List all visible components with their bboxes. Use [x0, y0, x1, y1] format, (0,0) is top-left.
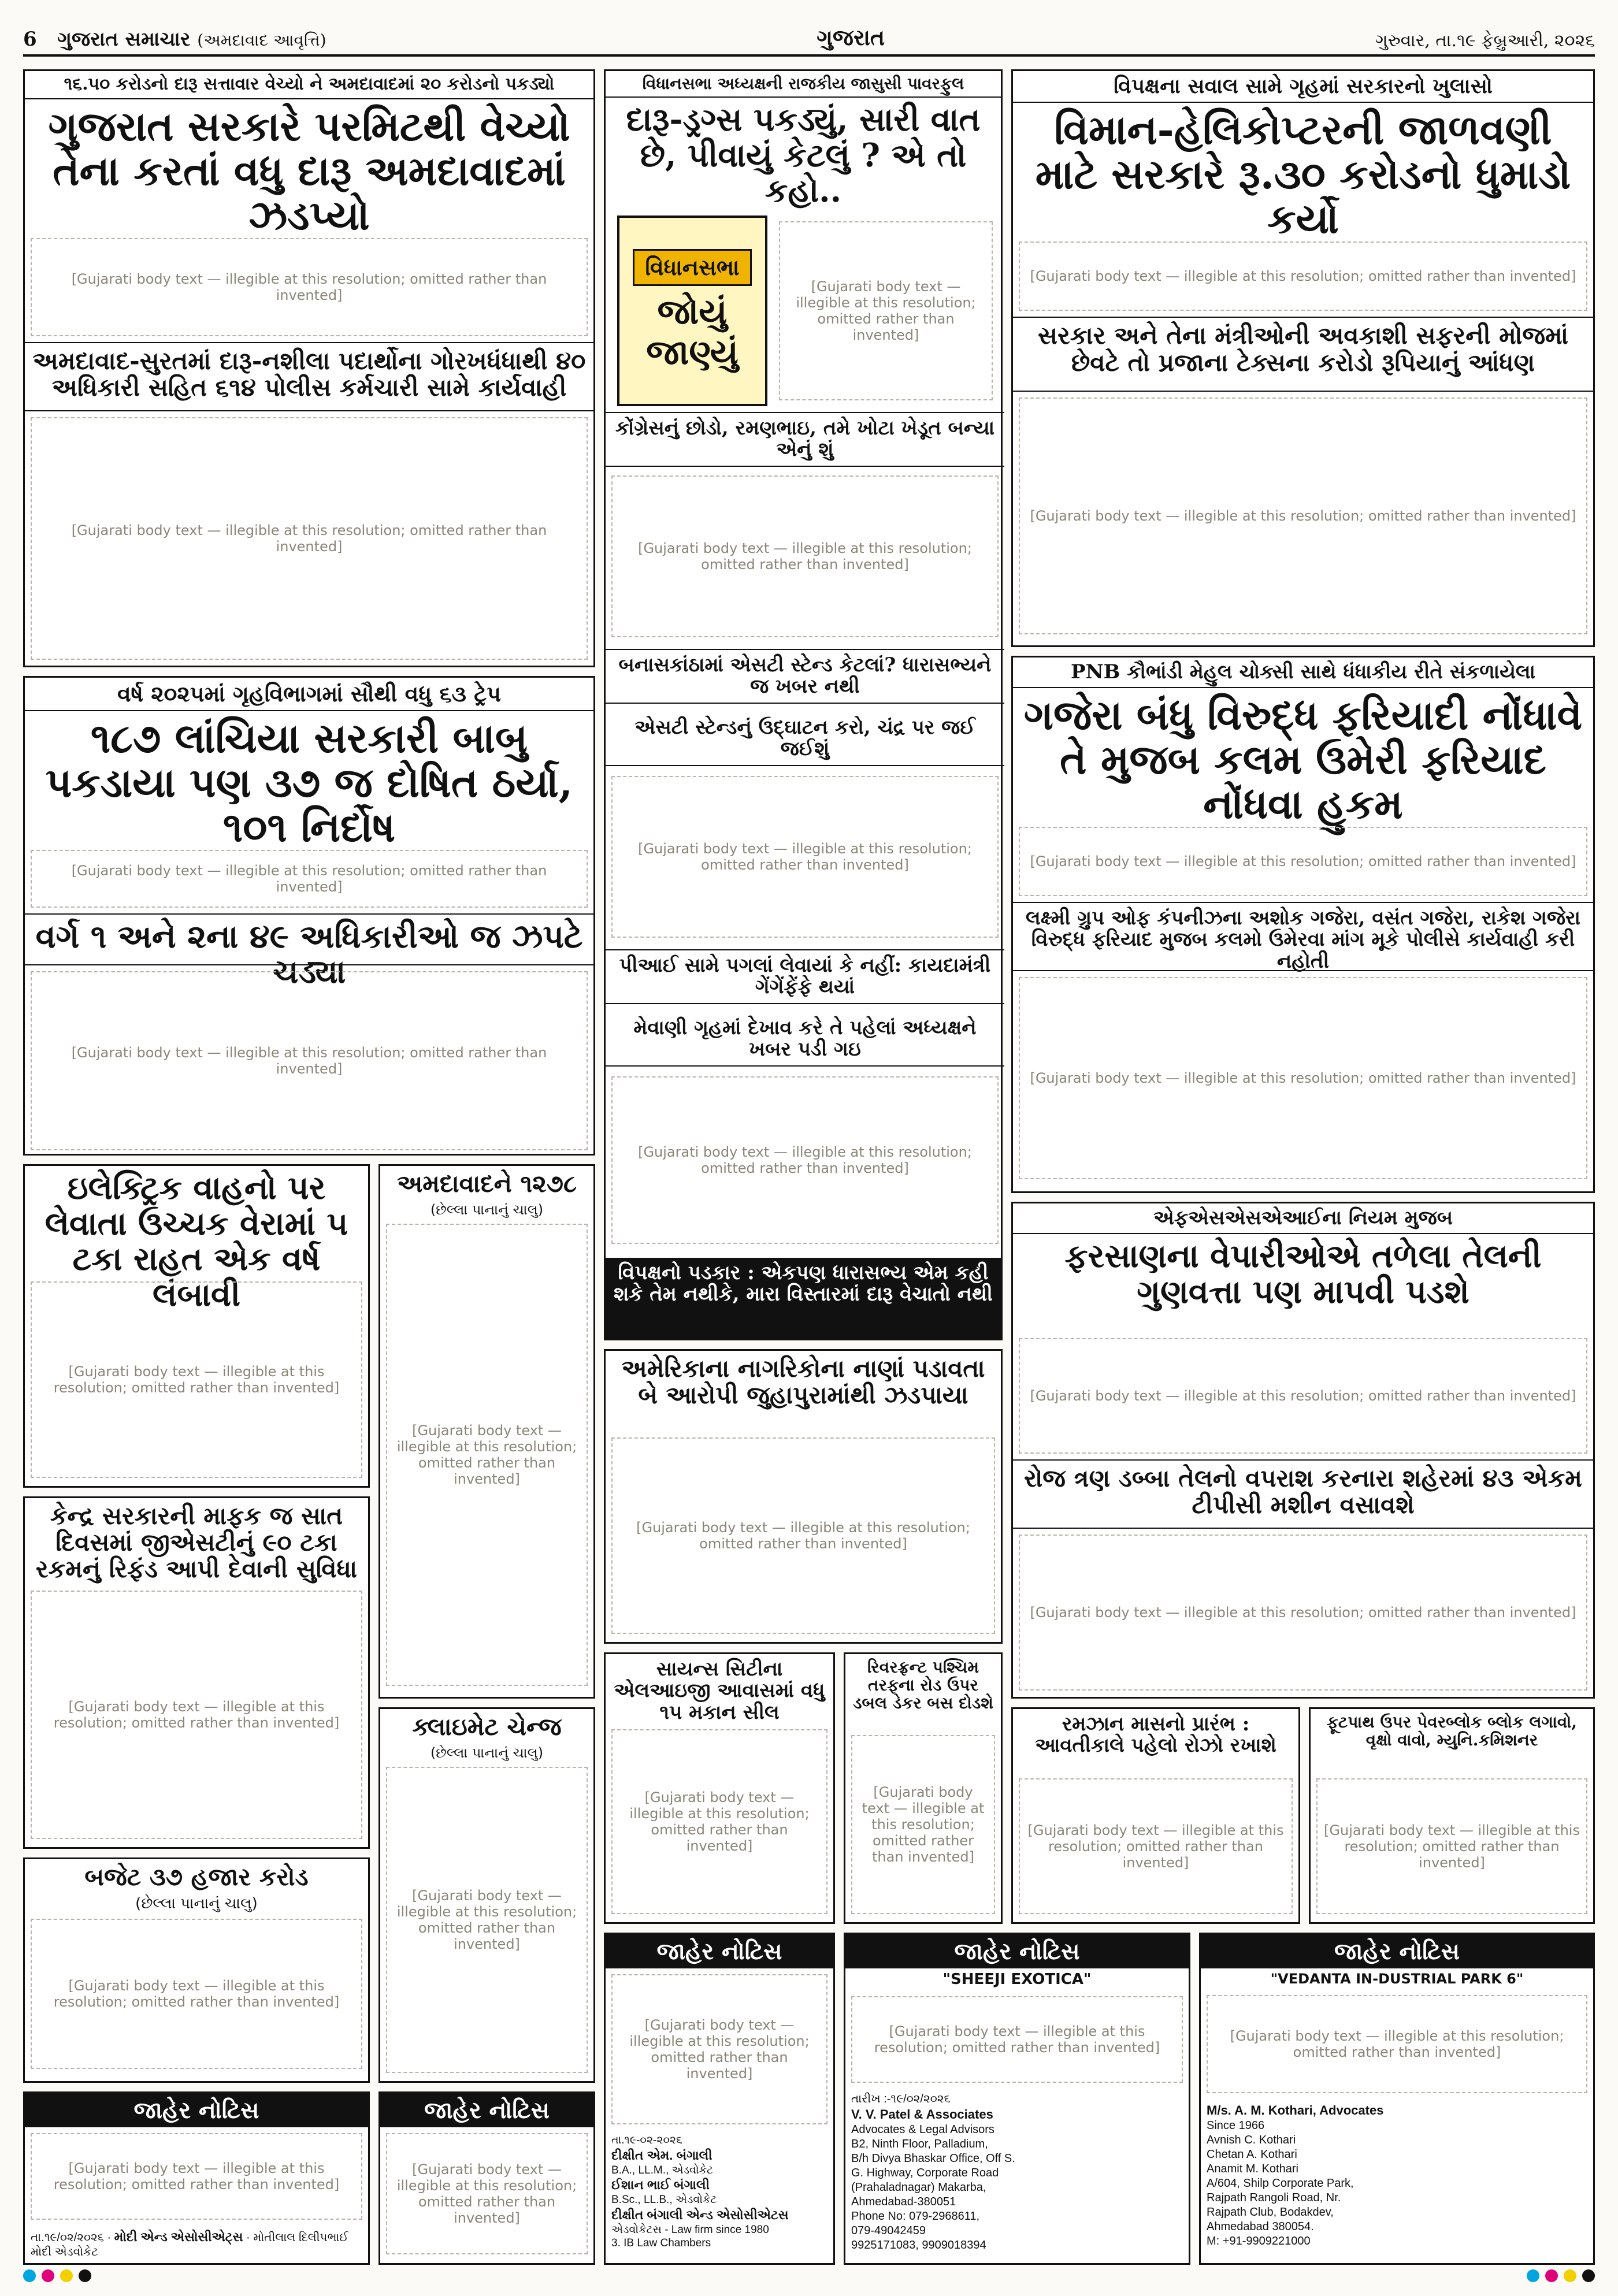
story-headline: ફરસાણના વેપારીઓએ તળેલા તેલની ગુણવત્તા પણ માપવી પડશે: [1064, 1237, 1542, 1311]
story-kicker: વર્ષ ૨૦૨૫માં ગૃહવિભાગમાં સૌથી વધુ ૬૩ ટ્રેપ: [25, 678, 593, 711]
story-body: [25, 965, 593, 1156]
logo-middle: જોયું: [657, 292, 728, 332]
notice-project: "VEDANTA IN-DUSTRIAL PARK 6": [1270, 1971, 1524, 1987]
logo-bottom: જાણ્યું: [646, 332, 739, 373]
notice-firm: દીક્ષીત બંગાલી એન્ડ એસોસીએટસ: [611, 2207, 789, 2222]
story-kicker: વિપક્ષના સવાલ સામે ગૃહમાં સરકારનો ખુલાસો: [1013, 71, 1593, 103]
story-body: [845, 1729, 1001, 1920]
black-dot: [79, 2269, 91, 2282]
continuation-note: (છેલ્લા પાનાનું ચાલુ): [430, 1202, 544, 1218]
story-body: [1013, 236, 1593, 317]
notice-advocate-1: દીક્ષીત એમ. બંગાલી: [611, 2148, 712, 2163]
body-text-gap: [Gujarati body text — illegible at this resolution; omitted rather than invented]: [386, 1224, 588, 1686]
story-footer-line: વિપક્ષનો પડકાર : એકપણ ધારાસભ્ય એમ કહી શકે તેમ નથીકે, મારા વિસ્તારમાં દારૂ વેચાતો નથી: [606, 1258, 1001, 1339]
body-text-gap: [Gujarati body text — illegible at this resolution; omitted rather than invented]: [1019, 827, 1587, 896]
yellow-dot: [60, 2269, 73, 2282]
story-subhead-4: પીઆઈ સામે પગલાં લેવાયાં કે નહીં: કાયદામંત્રી ગેંગેંફેંફે થયાં: [606, 949, 1004, 1004]
masthead: [23, 23, 1595, 57]
notice-address-4: (Prahaladnagar) Makarba,: [851, 2181, 986, 2194]
paper-name: ગુજરાત સમાચાર: [57, 28, 191, 51]
notice-phone: Phone No: 079-2968611,: [851, 2210, 980, 2223]
story-body: [25, 1913, 368, 2075]
story-body: [1013, 1332, 1593, 1459]
story-body: [25, 1585, 368, 1845]
notice-address-5: Ahmedabad-380051: [851, 2195, 956, 2208]
notice-address-3: G. Highway, Corporate Road: [851, 2167, 999, 2179]
edition: (અમદાવાદ આવૃત્તિ): [197, 31, 326, 50]
notice-body: [1201, 1989, 1593, 2099]
story-pnb-gajera: [1011, 656, 1595, 1193]
cyan-dot: [23, 2269, 36, 2282]
story-body: [25, 232, 593, 342]
story-subhead-3: એસટી સ્ટેન્ડનું ઉદ્ઘાટન કરો, ચંદ્ર પર જઈ જઈશું: [606, 712, 1004, 766]
body-text-gap: [Gujarati body text — illegible at this resolution; omitted rather than invented]: [1316, 1778, 1587, 1914]
story-headline: રિવરફ્રન્ટ પશ્ચિમ તરફના રોડ ઉપર ડબલ ડેકર બસ દોડશે: [853, 1658, 993, 1712]
story-body: [1013, 1773, 1298, 1920]
story-body: [1311, 1773, 1593, 1920]
public-notice-2: [378, 2091, 595, 2265]
body-text-gap: [Gujarati body text — illegible at this resolution; omitted rather than invented]: [31, 2133, 362, 2220]
public-notice-4: [844, 1933, 1190, 2265]
notice-mobile: 9925171083, 9909018394: [851, 2239, 986, 2252]
notice-signature: [1201, 2099, 1593, 2252]
section-name: ગુજરાત: [817, 24, 885, 50]
continuation-note: (છેલ્લા પાનાનું ચાલુ): [430, 1745, 544, 1762]
body-text-gap: [Gujarati body text — illegible at this resolution; omitted rather than invented]: [31, 1919, 362, 2069]
body-text-gap: [Gujarati body text — illegible at this resolution; omitted rather than invented]: [611, 1437, 995, 1634]
cyan-dot: [1527, 2269, 1539, 2282]
story-fssai: [1011, 1202, 1595, 1699]
notice-date: તા.૧૯/૦૨/૨૦૨૬: [31, 2231, 104, 2244]
notice-project: "SHEEJI EXOTICA": [942, 1971, 1092, 1988]
story-subhead-1: કોંગ્રેસનું છોડો, રમણભાઇ, તમે ખોટા ખેડૂત બન્યા એનું શું: [606, 412, 1004, 467]
notice-firm: V. V. Patel & Associates: [851, 2107, 993, 2122]
notice-partner-3: Anamit M. Kothari: [1207, 2163, 1298, 2175]
story-us-nationals: [604, 1349, 1003, 1644]
notice-degree-2: B.Sc., LL.B., એડવોકેટ: [611, 2194, 717, 2206]
story-body: [380, 1218, 593, 1692]
story-body: [1013, 392, 1593, 640]
story-headline: બજેટ ૩૭ હજાર કરોડ: [84, 1863, 309, 1891]
body-text-gap: [Gujarati body text — illegible at this resolution; omitted rather than invented]: [31, 238, 588, 336]
story-budget: [23, 1857, 370, 2083]
body-text-gap: [Gujarati body text — illegible at this resolution; omitted rather than invented]: [611, 1729, 827, 1914]
body-text-gap: [Gujarati body text — illegible at this resolution; omitted rather than invented]: [1019, 1535, 1587, 1691]
story-body: [25, 844, 593, 913]
magenta-dot: [42, 2269, 54, 2282]
notice-title: જાહેર નોટિસ: [380, 2093, 593, 2127]
story-kicker: વિધાનસભા અધ્યક્ષની રાજકીય જાસુસી પાવરફુલ: [606, 71, 1001, 98]
body-text-gap: [Gujarati body text — illegible at this resolution; omitted rather than invented]: [779, 221, 993, 400]
notice-address: 3. IB Law Chambers: [611, 2237, 711, 2250]
story-headline: દારૂ-ડ્રગ્સ પકડ્યું, સારી વાત છે, પીવાયું કેટલું ? એ તો કહો..: [626, 101, 981, 210]
story-headline: વિમાન-હેલિકોપ્ટરની જાળવણી માટે સરકારે રૂ.૩૦ કરોડનો ધુમાડો કર્યો: [1035, 106, 1571, 243]
body-text-gap: [Gujarati body text — illegible at this resolution; omitted rather than invented]: [31, 417, 588, 660]
notice-degree-1: B.A., LL.M., એડવોકેટ: [611, 2164, 714, 2176]
notice-signature: [606, 2130, 833, 2254]
notice-body: [845, 1990, 1189, 2089]
story-gst-refund: [23, 1496, 370, 1849]
notice-signature: તા.૧૯/૦૨/૨૦૨૬ · મોદી એન્ડ એસોસીએટ્સ · મોતીલાલ દિલીપભાઈ મોદી એડવોકેટ: [31, 2230, 348, 2258]
story-headline: ક્લાઇમેટ ચેન્જ: [412, 1712, 562, 1741]
story-body: [773, 216, 999, 406]
body-text-gap: [Gujarati body text — illegible at this resolution; omitted rather than invented]: [31, 850, 588, 908]
story-ramzan: [1011, 1707, 1300, 1924]
story-headline: ૧૮૭ લાંચિયા સરકારી બાબુ પકડાયા પણ ૩૭ જ દોષિત ઠર્યા, ૧૦૧ નિર્દોષ: [45, 714, 573, 851]
notice-signature: [845, 2089, 1189, 2256]
magenta-dot: [1545, 2269, 1558, 2282]
notice-title: જાહેર નોટિસ: [1201, 1934, 1593, 1968]
notice-address-2: B/h Divya Bhaskar Office, Off S.: [851, 2152, 1015, 2165]
body-text-gap: [Gujarati body text — illegible at this resolution; omitted rather than invented]: [386, 2133, 588, 2254]
notice-firm: મોદી એન્ડ એસોસીએટ્સ: [114, 2230, 243, 2244]
story-ahmedabad-1278: [378, 1164, 595, 1699]
story-footpath-trees: [1309, 1707, 1595, 1924]
notice-address-1: A/604, Shilp Corporate Park,: [1207, 2177, 1354, 2190]
story-subhead: અમદાવાદ-સુરતમાં દારૂ-નશીલા પદાર્થોના ગોરખધંધાથી ૪૦ અધિકારી સહિત ૬૧૪ પોલીસ કર્મચારી સામે કાર્યવાહી: [25, 342, 593, 411]
public-notice-5: [1199, 1933, 1595, 2265]
story-kicker: PNB કૌભાંડી મેહુલ ચોક્સી સાથે ધંધાકીય રીતે સંકળાયેલા: [1013, 657, 1593, 688]
story-body: [25, 411, 593, 666]
notice-firm-sub: Advocates & Legal Advisors: [851, 2123, 994, 2136]
body-text-gap: [Gujarati body text — illegible at this resolution; omitted rather than invented]: [1019, 1338, 1587, 1454]
story-subhead-2: બનાસકાંઠામાં એસટી સ્ટેન્ડ કેટલાં? ધારાસભ્યને જ ખબર નથી: [606, 649, 1004, 704]
story-body: [1013, 971, 1593, 1185]
public-notice-1: [23, 2091, 370, 2265]
notice-body: [606, 1968, 833, 2130]
story-subhead: રોજ ત્રણ ડબ્બા તેલનો વપરાશ કરનારા શહેરમાં ૪૩ એકમ ટીપીસી મશીન વસાવશે: [1013, 1459, 1593, 1529]
story-riverfront-road: [844, 1652, 1003, 1924]
story-headline: સાયન્સ સિટીના એલઆઇજી આવાસમાં વધુ ૧૫ મકાન સીલ: [614, 1658, 825, 1724]
notice-date: તા.૧૯-૦૨-૨૦૨૬: [611, 2134, 682, 2146]
body-text-gap: [Gujarati body text — illegible at this resolution; omitted rather than invented]: [31, 1281, 362, 1478]
story-subhead: સરકાર અને તેના મંત્રીઓની અવકાશી સફરની મોજમાં છેવટે તો પ્રજાના ટેક્સના કરોડો રૂપિયાનું આંધણ: [1013, 317, 1593, 392]
story-headline: કેન્દ્ર સરકારની માફક જ સાત દિવસમાં જીએસટીનું ૯૦ ટકા રકમનું રિફંડ આપી દેવાની સુવિધા: [35, 1502, 358, 1584]
notice-body: [380, 2127, 593, 2260]
story-kicker: એફએસએસએઆઈના નિયમ મુજબ: [1013, 1203, 1593, 1234]
registration-marks: [23, 2267, 1595, 2284]
story-body: [606, 1071, 1004, 1250]
story-ev-tax: [23, 1164, 370, 1488]
notice-mobile: M: +91-9909221000: [1207, 2235, 1311, 2247]
body-text-gap: [Gujarati body text — illegible at this resolution; omitted rather than invented]: [1019, 397, 1587, 634]
body-text-gap: [Gujarati body text — illegible at this resolution; omitted rather than invented]: [31, 971, 588, 1150]
notice-date: તારીખ :-૧૯/૦૨/૨૦૨૬: [851, 2093, 951, 2105]
continuation-note: (છેલ્લા પાનાનું ચાલુ): [135, 1895, 258, 1913]
body-text-gap: [Gujarati body text — illegible at this resolution; omitted rather than invented]: [851, 1735, 995, 1914]
story-body: [606, 1723, 833, 1920]
public-notice-3: [604, 1933, 835, 2265]
body-text-gap: [Gujarati body text — illegible at this resolution; omitted rather than invented]: [851, 1996, 1183, 2083]
body-text-gap: [Gujarati body text — illegible at this resolution; omitted rather than invented]: [31, 1591, 362, 1839]
body-text-gap: [Gujarati body text — illegible at this resolution; omitted rather than invented]: [611, 1076, 999, 1244]
story-body: [606, 770, 1004, 943]
body-text-gap: [Gujarati body text — illegible at this resolution; omitted rather than invented]: [1019, 1778, 1293, 1914]
notice-phone-2: 079-49042459: [851, 2224, 926, 2237]
notice-advocate-2: ઈશાન ભાઈ બંગાલી: [611, 2178, 710, 2193]
story-kicker: ૧૬.૫૦ કરોડનો દારૂ સત્તાવાર વેચ્યો ને અમદાવાદમાં ૨૦ કરોડનો પકડ્યો: [25, 71, 593, 99]
column-logo: [617, 216, 767, 406]
issue-date: ગુરુવાર, તા.૧૯ ફેબ્રુઆરી, ૨૦૨૬: [1375, 31, 1595, 51]
story-science-city: [604, 1652, 835, 1924]
story-body: [1013, 821, 1593, 902]
story-headline: ગુજરાત સરકારે પરમિટથી વેચ્યો તેના કરતાં વધુ દારૂ અમદાવાદમાં ઝડપ્યો: [48, 102, 570, 239]
notice-partner-2: Chetan A. Kothari: [1207, 2148, 1297, 2161]
logo-top: વિધાનસભા: [633, 249, 751, 286]
notice-title: જાહેર નોટિસ: [606, 1934, 833, 1968]
notice-since: એડવોકેટસ - Law firm since 1980: [611, 2223, 769, 2236]
story-headline: અમેરિકાના નાગરિકોના નાણાં પડાવતા બે આરોપી જુહાપુરામાંથી ઝડપાયા: [621, 1354, 985, 1410]
body-text-gap: [Gujarati body text — illegible at this resolution; omitted rather than invented]: [1019, 977, 1587, 1179]
notice-address-2: Rajpath Rangoli Road, Nr.: [1207, 2191, 1341, 2204]
story-body: [1013, 1529, 1593, 1696]
story-body: [606, 470, 1004, 643]
page-number: 6: [23, 28, 37, 51]
registration-dots-right: [1527, 2269, 1595, 2282]
notice-advocate: મોતીલાલ દિલીપભાઈ મોદી એડવોકેટ: [31, 2231, 348, 2258]
black-dot: [1582, 2269, 1595, 2282]
body-text-gap: [Gujarati body text — illegible at this resolution; omitted rather than invented]: [611, 1974, 827, 2124]
story-body: [25, 1276, 368, 1484]
notice-title: જાહેર નોટિસ: [845, 1934, 1189, 1968]
notice-body: [25, 2127, 368, 2226]
story-headline: ગજેરા બંધુ વિરુદ્ધ ફરિયાદી નોંધાવે તે મુજબ કલમ ઉમેરી ફરિયાદ નોંધવા હુકમ: [1023, 691, 1583, 829]
body-text-gap: [Gujarati body text — illegible at this resolution; omitted rather than invented]: [1019, 242, 1587, 311]
yellow-dot: [1564, 2269, 1576, 2282]
story-acb: [23, 676, 595, 1156]
story-headline: રમઝાન માસનો પ્રારંભ : આવતીકાલે પહેલો રોઝો રખાશે: [1035, 1712, 1276, 1758]
story-aviation: [1011, 69, 1595, 647]
story-subhead: લક્ષ્મી ગ્રુપ ઓફ કંપનીઝના અશોક ગજેરા, વસંત ગજેરા, રાકેશ ગજેરા વિરુદ્ધ ફરિયાદ મુજબ કલમો ઉમેરવા માંગ મૂકે પોલીસે કાર્યવાહી કરી નહોતી: [1013, 902, 1593, 971]
story-climate-change: [378, 1707, 595, 2083]
story-assembly: [604, 69, 1003, 1340]
story-body: [606, 1432, 1001, 1640]
story-headline: અમદાવાદને ૧૨૭૮: [396, 1169, 577, 1198]
story-body: [380, 1761, 593, 2079]
registration-dots-left: [23, 2269, 91, 2282]
notice-address-4: Ahmedabad 380054.: [1207, 2220, 1314, 2233]
body-text-gap: [Gujarati body text — illegible at this resolution; omitted rather than invented]: [1207, 1995, 1587, 2093]
story-subhead-5: મેવાણી ગૃહમાં દેખાવ કરે તે પહેલાં અધ્યક્ષને ખબર પડી ગઇ: [606, 1013, 1004, 1067]
notice-address-1: B2, Ninth Floor, Palladium,: [851, 2138, 988, 2150]
body-text-gap: [Gujarati body text — illegible at this resolution; omitted rather than invented]: [611, 475, 999, 637]
notice-title: જાહેર નોટિસ: [25, 2093, 368, 2127]
story-subhead: વર્ગ ૧ અને ૨ના ૪૯ અધિકારીઓ જ ઝપટે ચડ્યા: [25, 913, 593, 965]
story-headline: ઇલેક્ટ્રિક વાહનો પર લેવાતા ઉચ્ચક વેરામાં ૫ ટકા રાહત એક વર્ષ લંબાવી: [44, 1169, 348, 1314]
story-liquor: [23, 69, 595, 667]
notice-since: Since 1966: [1207, 2119, 1265, 2132]
masthead-left: [23, 28, 326, 51]
body-text-gap: [Gujarati body text — illegible at this resolution; omitted rather than invented]: [386, 1767, 588, 2073]
notice-address-3: Rajpath Club, Bodakdev,: [1207, 2206, 1334, 2219]
notice-firm: M/s. A. M. Kothari, Advocates: [1207, 2103, 1384, 2117]
story-headline: ફૂટપાથ ઉપર પેવરબ્લોક બ્લોક લગાવો, વૃક્ષો વાવો, મ્યુનિ.કમિશનર: [1326, 1712, 1578, 1749]
body-text-gap: [Gujarati body text — illegible at this resolution; omitted rather than invented]: [611, 776, 999, 938]
notice-partner-1: Avnish C. Kothari: [1207, 2134, 1296, 2146]
